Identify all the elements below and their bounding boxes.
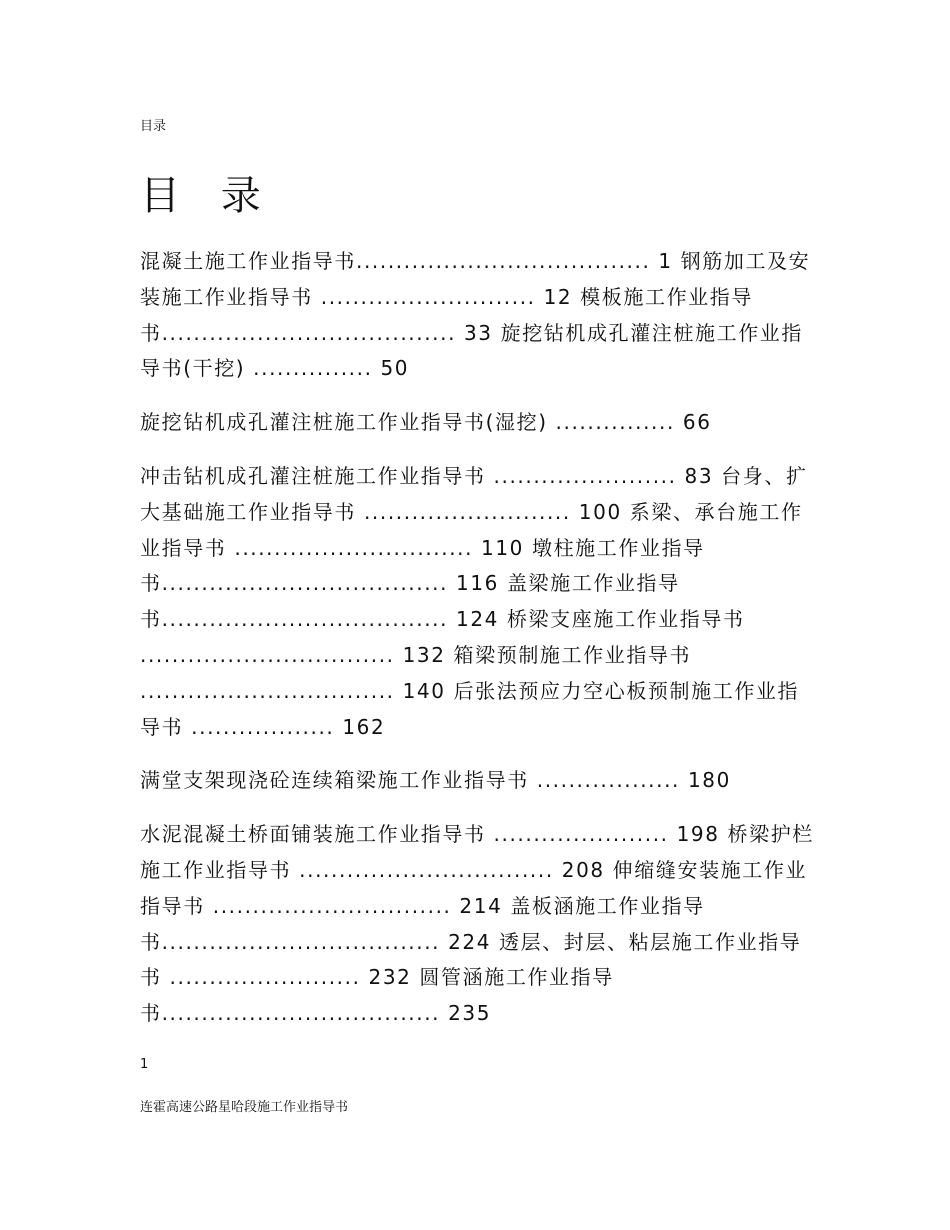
table-of-contents <box>140 244 820 1050</box>
toc-paragraph-4: 满堂支架现浇砼连续箱梁施工作业指导书 .................. 180 <box>140 768 731 793</box>
page-title: 目 录 <box>140 173 275 219</box>
page-number: 1 <box>140 1057 149 1072</box>
footer-document-title: 连霍高速公路星哈段施工作业指导书 <box>140 1100 349 1115</box>
toc-paragraph-5: 水泥混凝土桥面铺装施工作业指导书 ...................... 198 桥梁护栏施工作业指导书 ................................ 208 伸缩缝安装施工作业指导书 .............................. 214 盖板涵施工作业指导书................................... 224 透层、封层、粘层施工作业指导书 ........................ 232 圆管涵施工作业指导书................................... 235 <box>140 822 814 1026</box>
toc-paragraph-3: 冲击钻机成孔灌注桩施工作业指导书 ....................... 83 台身、扩大基础施工作业指导书 .......................... 100 系梁、承台施工作业指导书 .............................. 110 墩柱施工作业指导书.................................... 116 盖梁施工作业指导书.................................... 124 桥梁支座施工作业指导书 ................................ 132 箱梁预制施工作业指导书 ................................ 140 后张法预应力空心板预制施工作业指导书 .................. 162 <box>140 463 808 739</box>
toc-paragraph-2: 旋挖钻机成孔灌注桩施工作业指导书(湿挖) ............... 66 <box>140 410 712 435</box>
header-label: 目录 <box>140 119 167 134</box>
toc-paragraph-1: 混凝土施工作业指导书..................................... 1 钢筋加工及安装施工作业指导书 ........................... 12 模板施工作业指导书..................................... 33 旋挖钻机成孔灌注桩施工作业指导书(干挖) ............... 50 <box>140 249 811 381</box>
